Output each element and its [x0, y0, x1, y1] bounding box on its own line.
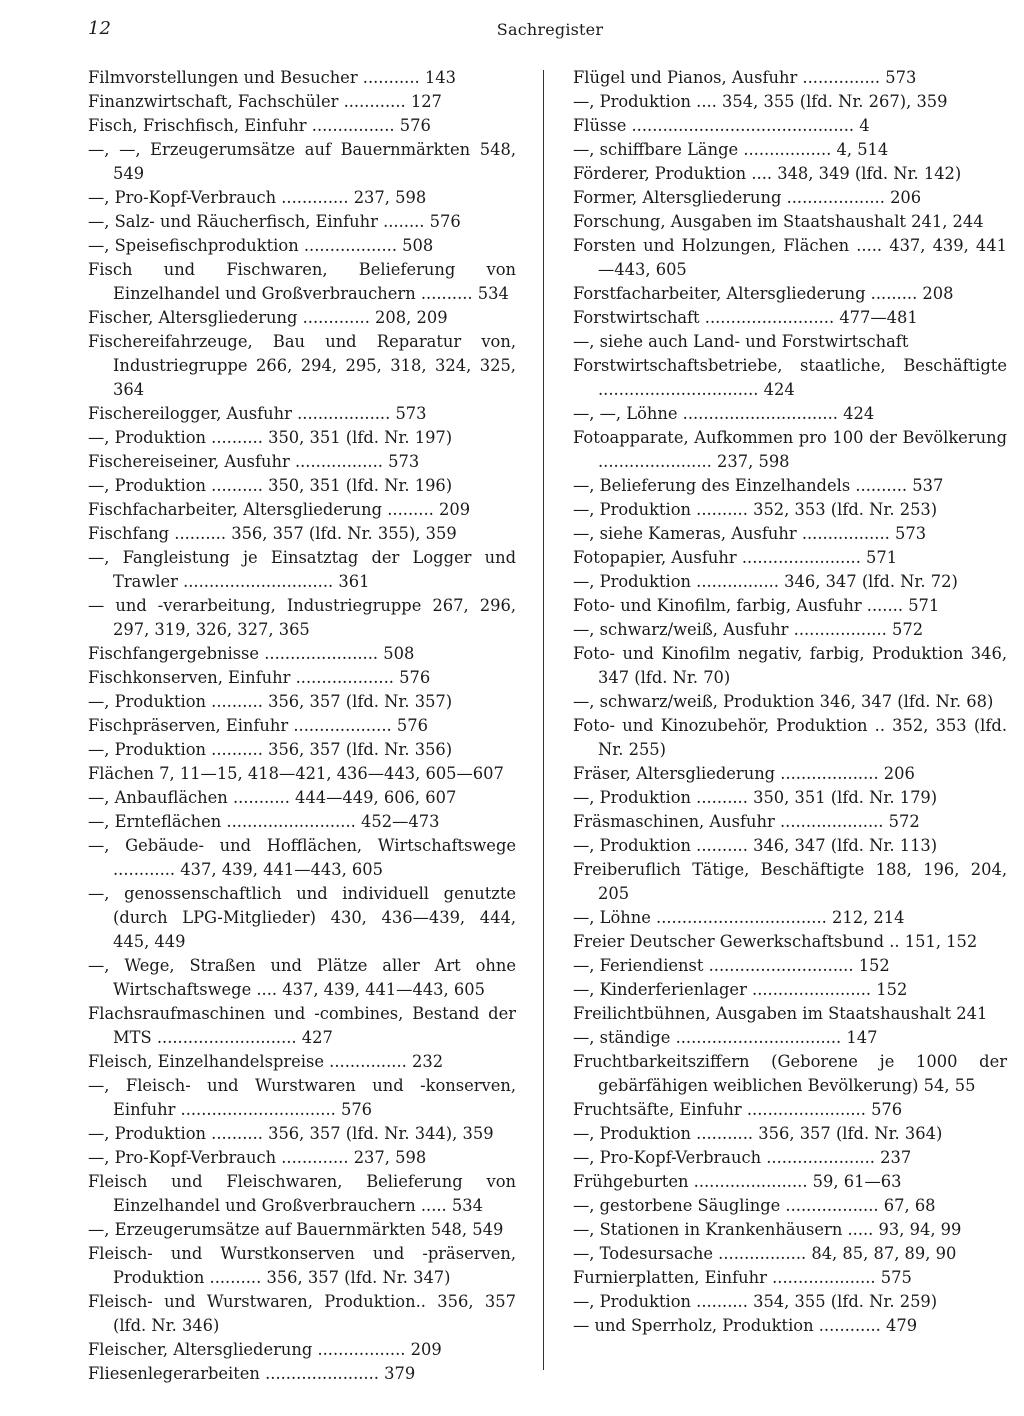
index-entry: —, —, Erzeugerumsätze auf Bauernmärkten 548, 549: [88, 140, 516, 183]
index-entry: —, siehe Kameras, Ausfuhr ................. 573: [573, 524, 927, 543]
index-entry: —, Pro-Kopf-Verbrauch ..................... 237: [573, 1148, 912, 1167]
index-entry: — und Sperrholz, Produktion ............ 479: [573, 1316, 918, 1335]
index-entry: Fliesenlegerarbeiten ...................... 379: [88, 1364, 416, 1383]
index-entry: Foto- und Kinofilm negativ, farbig, Produktion 346, 347 (lfd. Nr. 70): [573, 644, 1007, 687]
index-entry: Fischereilogger, Ausfuhr .................. 573: [88, 404, 427, 423]
index-entry: Fischfang .......... 356, 357 (lfd. Nr. 355), 359: [88, 524, 457, 543]
index-entry: Former, Altersgliederung ................... 206: [573, 188, 922, 207]
index-entry: Fischkonserven, Einfuhr ................... 576: [88, 668, 431, 687]
index-entry: Fisch, Frischfisch, Einfuhr ................ 576: [88, 116, 431, 135]
index-entry: Fisch und Fischwaren, Belieferung von Einzelhandel und Großverbrauchern .......... 534: [88, 260, 516, 303]
index-entry: Fischfangergebnisse ...................... 508: [88, 644, 415, 663]
index-entry: Fischpräserven, Einfuhr ................... 576: [88, 716, 428, 735]
index-entry: —, Wege, Straßen und Plätze aller Art ohne Wirtschaftswege .... 437, 439, 441—443, 605: [88, 956, 516, 999]
index-entry: Flächen 7, 11—15, 418—421, 436—443, 605—607: [88, 764, 504, 783]
index-entry: Flachsraufmaschinen und -combines, Bestand der MTS ........................... 427: [88, 1004, 516, 1047]
index-entry: —, Löhne ................................. 212, 214: [573, 908, 905, 927]
index-entry: Fischer, Altersgliederung ............. 208, 209: [88, 308, 448, 327]
index-entry: Fischereifahrzeuge, Bau und Reparatur von, Industriegruppe 266, 294, 295, 318, 324, 325, 364: [88, 332, 516, 399]
index-entry: Frühgeburten ...................... 59, 61—63: [573, 1172, 902, 1191]
index-entry: Foto- und Kinofilm, farbig, Ausfuhr ....... 571: [573, 596, 940, 615]
index-entry: Furnierplatten, Einfuhr .................... 575: [573, 1268, 912, 1287]
index-entry: Finanzwirtschaft, Fachschüler ............ 127: [88, 92, 442, 111]
index-entry: —, —, Löhne .............................. 424: [573, 404, 875, 423]
index-entry: Fotoapparate, Aufkommen pro 100 der Bevölkerung ...................... 237, 598: [573, 428, 1007, 471]
index-entry: —, Produktion .......... 350, 351 (lfd. Nr. 196): [88, 476, 453, 495]
index-entry: Fischfacharbeiter, Altersgliederung ......... 209: [88, 500, 471, 519]
index-entry: Förderer, Produktion .... 348, 349 (lfd. Nr. 142): [573, 164, 962, 183]
index-entry: —, Gebäude- und Hofflächen, Wirtschaftswege ............ 437, 439, 441—443, 605: [88, 836, 516, 879]
index-entry: Forstwirtschaftsbetriebe, staatliche, Beschäftigte ............................... 424: [573, 356, 1007, 399]
index-entry: —, Produktion .... 354, 355 (lfd. Nr. 267), 359: [573, 92, 948, 111]
index-entry: —, Produktion .......... 356, 357 (lfd. Nr. 357): [88, 692, 453, 711]
index-entry: —, Produktion .......... 350, 351 (lfd. Nr. 179): [573, 788, 938, 807]
index-entry: —, Produktion .......... 346, 347 (lfd. Nr. 113): [573, 836, 938, 855]
right-column: [573, 66, 1007, 1338]
index-entry: —, Belieferung des Einzelhandels .......... 537: [573, 476, 944, 495]
column-divider: [543, 70, 544, 1370]
index-entry: —, Produktion ........... 356, 357 (lfd. Nr. 364): [573, 1124, 943, 1143]
index-entry: —, Ernteflächen ......................... 452—473: [88, 812, 440, 831]
index-entry: Flügel und Pianos, Ausfuhr ............... 573: [573, 68, 917, 87]
index-entry: —, Kinderferienlager ....................... 152: [573, 980, 908, 999]
index-entry: —, schwarz/weiß, Produktion 346, 347 (lfd. Nr. 68): [573, 692, 994, 711]
index-entry: Fleischer, Altersgliederung ................. 209: [88, 1340, 442, 1359]
index-entry: —, ständige ................................ 147: [573, 1028, 878, 1047]
index-entry: Forschung, Ausgaben im Staatshaushalt 241, 244: [573, 212, 984, 231]
index-entry: —, Anbauflächen ........... 444—449, 606, 607: [88, 788, 457, 807]
index-entry: Flüsse ........................................... 4: [573, 116, 870, 135]
index-entry: —, schiffbare Länge ................. 4, 514: [573, 140, 889, 159]
index-entry: Fruchtbarkeitsziffern (Geborene je 1000 der gebärfähigen weiblichen Bevölkerung) 54, 55: [573, 1052, 1007, 1095]
index-entry: Fruchtsäfte, Einfuhr ....................... 576: [573, 1100, 903, 1119]
left-column: [88, 66, 516, 1386]
index-entry: —, Erzeugerumsätze auf Bauernmärkten 548, 549: [88, 1220, 504, 1239]
index-entry: —, schwarz/weiß, Ausfuhr .................. 572: [573, 620, 924, 639]
index-entry: —, Feriendienst ............................ 152: [573, 956, 890, 975]
index-entry: Forstwirtschaft ......................... 477—481: [573, 308, 918, 327]
index-entry: —, gestorbene Säuglinge .................. 67, 68: [573, 1196, 936, 1215]
index-entry: Fleisch und Fleischwaren, Belieferung von Einzelhandel und Großverbrauchern ..... 534: [88, 1172, 516, 1215]
index-entry: —, Produktion .......... 354, 355 (lfd. Nr. 259): [573, 1292, 938, 1311]
index-entry: —, Salz- und Räucherfisch, Einfuhr ........ 576: [88, 212, 461, 231]
index-entry: Filmvorstellungen und Besucher ........... 143: [88, 68, 456, 87]
index-entry: —, Produktion .......... 356, 357 (lfd. Nr. 356): [88, 740, 453, 759]
index-entry: —, Produktion .......... 350, 351 (lfd. Nr. 197): [88, 428, 453, 447]
index-entry: — und -verarbeitung, Industriegruppe 267, 296, 297, 319, 326, 327, 365: [88, 596, 516, 639]
index-entry: Fotopapier, Ausfuhr ....................... 571: [573, 548, 898, 567]
index-entry: —, genossenschaftlich und individuell genutzte (durch LPG-Mitglieder) 430, 436—439, 444, 445, 449: [88, 884, 516, 951]
index-entry: —, Fleisch- und Wurstwaren und -konserven, Einfuhr .............................. 576: [88, 1076, 516, 1119]
index-entry: Fräsmaschinen, Ausfuhr .................... 572: [573, 812, 920, 831]
index-entry: —, Fangleistung je Einsatztag der Logger und Trawler ............................. 361: [88, 548, 516, 591]
index-entry: Fräser, Altersgliederung ................... 206: [573, 764, 915, 783]
index-entry: Forsten und Holzungen, Flächen ..... 437, 439, 441—443, 605: [573, 236, 1007, 279]
index-entry: —, Speisefischproduktion .................. 508: [88, 236, 434, 255]
index-entry: —, Pro-Kopf-Verbrauch ............. 237, 598: [88, 188, 427, 207]
index-entry: Freier Deutscher Gewerkschaftsbund .. 151, 152: [573, 932, 978, 951]
index-entry: Freilichtbühnen, Ausgaben im Staatshaushalt 241: [573, 1004, 988, 1023]
index-entry: Freiberuflich Tätige, Beschäftigte 188, 196, 204, 205: [573, 860, 1007, 903]
index-entry: Fischereiseiner, Ausfuhr ................. 573: [88, 452, 420, 471]
index-entry: —, Todesursache ................. 84, 85, 87, 89, 90: [573, 1244, 957, 1263]
running-head: Sachregister: [496, 20, 604, 39]
index-entry: Foto- und Kinozubehör, Produktion .. 352, 353 (lfd. Nr. 255): [573, 716, 1007, 759]
index-entry: —, Produktion ................ 346, 347 (lfd. Nr. 72): [573, 572, 958, 591]
index-entry: —, Stationen in Krankenhäusern ..... 93, 94, 99: [573, 1220, 962, 1239]
index-entry: Fleisch- und Wurstkonserven und -präserven, Produktion .......... 356, 357 (lfd. Nr. 347): [88, 1244, 516, 1287]
index-entry: —, Pro-Kopf-Verbrauch ............. 237, 598: [88, 1148, 427, 1167]
index-entry: Fleisch, Einzelhandelspreise ............... 232: [88, 1052, 444, 1071]
index-entry: Fleisch- und Wurstwaren, Produktion.. 356, 357 (lfd. Nr. 346): [88, 1292, 516, 1335]
index-entry: —, Produktion .......... 352, 353 (lfd. Nr. 253): [573, 500, 938, 519]
index-entry: —, siehe auch Land- und Forstwirtschaft: [573, 332, 909, 351]
index-entry: Forstfacharbeiter, Altersgliederung ......... 208: [573, 284, 954, 303]
index-entry: —, Produktion .......... 356, 357 (lfd. Nr. 344), 359: [88, 1124, 494, 1143]
page-number: 12: [88, 18, 111, 39]
